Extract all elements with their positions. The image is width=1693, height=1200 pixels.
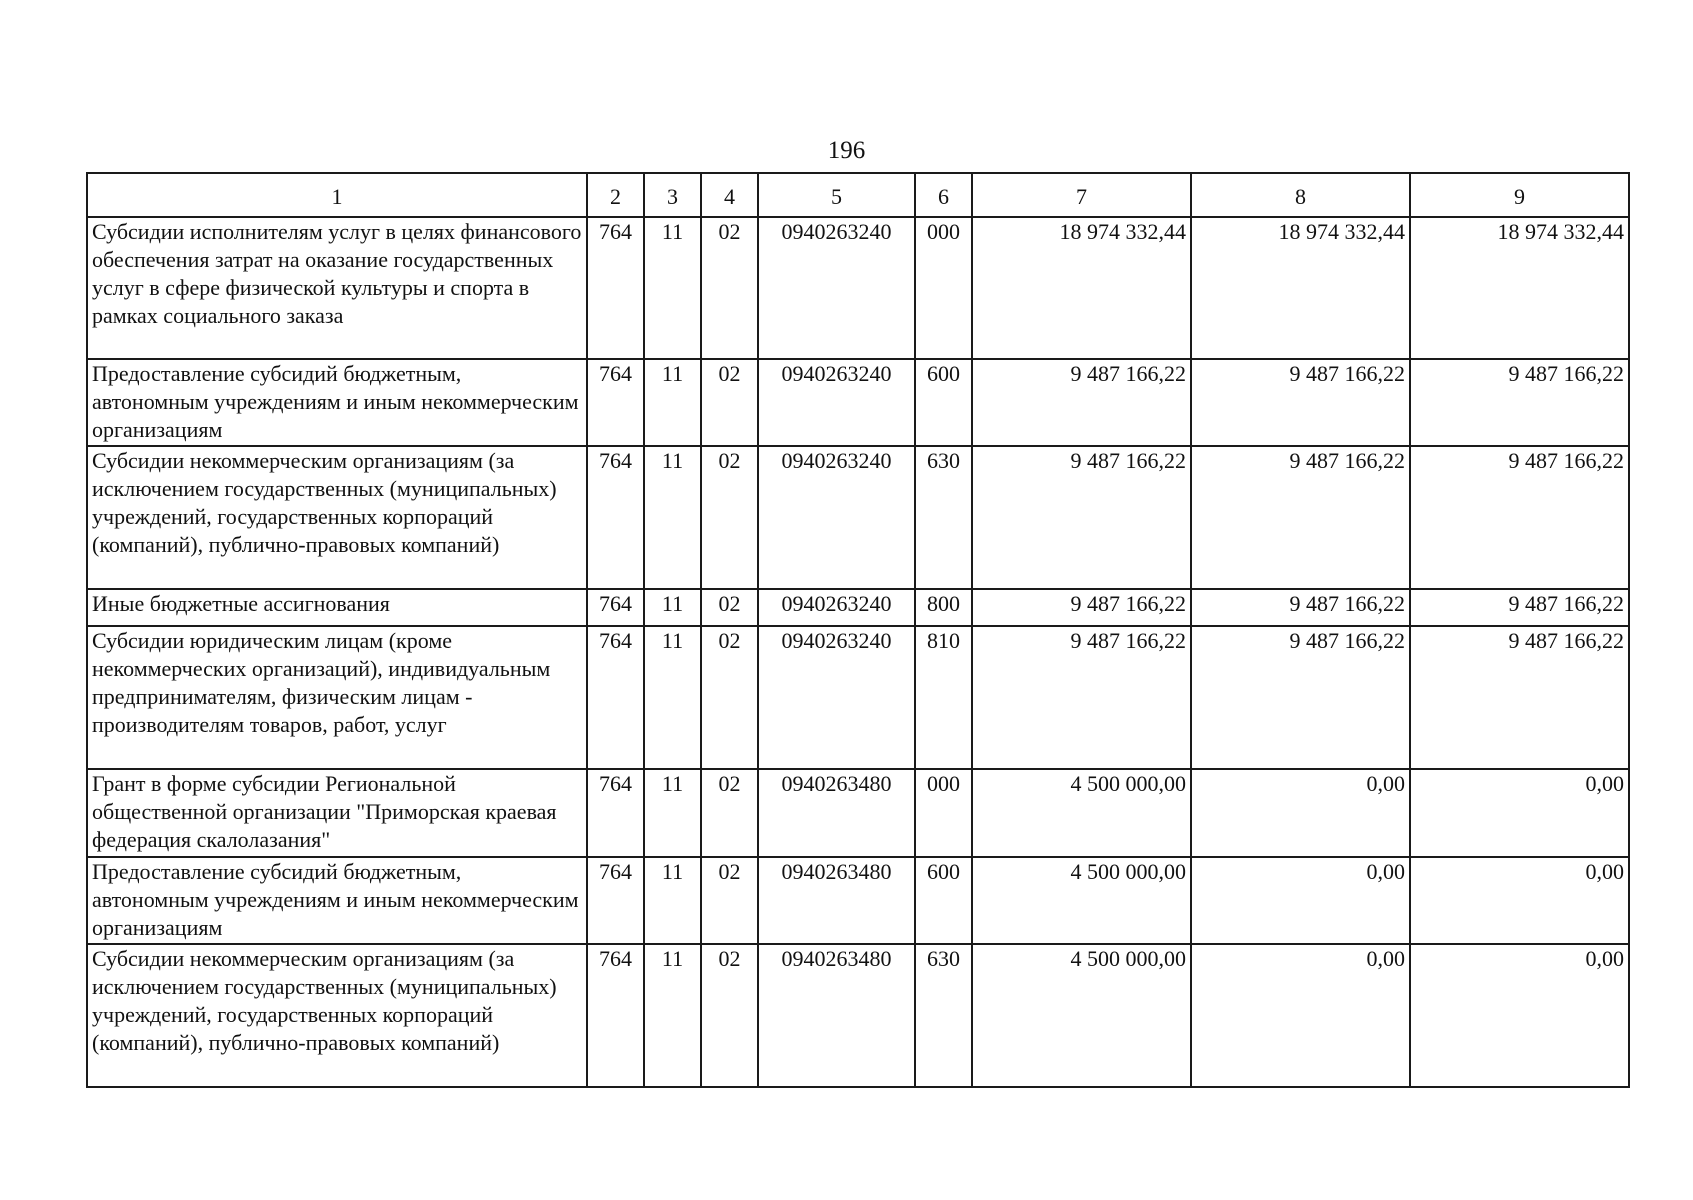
row-amount-7: 4 500 000,00 <box>972 944 1191 1087</box>
header-col-4: 4 <box>701 173 758 217</box>
row-code-3: 11 <box>644 626 701 769</box>
row-code-4: 02 <box>701 217 758 359</box>
table-header-row <box>87 173 1629 217</box>
row-code-3: 11 <box>644 857 701 944</box>
table-row <box>87 769 1629 857</box>
row-amount-9: 9 487 166,22 <box>1410 359 1629 446</box>
row-code-5: 0940263240 <box>758 217 915 359</box>
row-amount-7: 9 487 166,22 <box>972 446 1191 589</box>
budget-table <box>86 172 1630 1088</box>
row-code-2: 764 <box>587 359 644 446</box>
row-code-6: 630 <box>915 944 972 1087</box>
table-row <box>87 589 1629 626</box>
row-code-4: 02 <box>701 359 758 446</box>
row-amount-7: 18 974 332,44 <box>972 217 1191 359</box>
row-amount-7: 9 487 166,22 <box>972 589 1191 626</box>
row-amount-9: 0,00 <box>1410 857 1629 944</box>
row-description: Субсидии некоммерческим организациям (за исключением государственных (муниципальных) учреждений, государственных корпораций (компаний), публично-правовых компаний) <box>87 944 587 1087</box>
row-amount-8: 0,00 <box>1191 769 1410 857</box>
row-code-6: 630 <box>915 446 972 589</box>
row-amount-8: 9 487 166,22 <box>1191 359 1410 446</box>
row-amount-8: 9 487 166,22 <box>1191 446 1410 589</box>
row-code-2: 764 <box>587 769 644 857</box>
row-code-6: 000 <box>915 217 972 359</box>
table-row <box>87 857 1629 944</box>
table-row <box>87 626 1629 769</box>
row-code-3: 11 <box>644 944 701 1087</box>
header-col-1: 1 <box>87 173 587 217</box>
row-code-4: 02 <box>701 589 758 626</box>
row-description: Предоставление субсидий бюджетным, автономным учреждениям и иным некоммерческим организациям <box>87 359 587 446</box>
row-code-2: 764 <box>587 944 644 1087</box>
row-description: Грант в форме субсидии Региональной общественной организации "Приморская краевая федерация скалолазания" <box>87 769 587 857</box>
row-code-5: 0940263240 <box>758 446 915 589</box>
table-row <box>87 944 1629 1087</box>
row-code-5: 0940263480 <box>758 857 915 944</box>
row-code-5: 0940263480 <box>758 944 915 1087</box>
header-col-2: 2 <box>587 173 644 217</box>
row-code-6: 810 <box>915 626 972 769</box>
table-row <box>87 217 1629 359</box>
row-code-3: 11 <box>644 446 701 589</box>
row-description: Предоставление субсидий бюджетным, автономным учреждениям и иным некоммерческим организациям <box>87 857 587 944</box>
header-col-9: 9 <box>1410 173 1629 217</box>
row-amount-8: 18 974 332,44 <box>1191 217 1410 359</box>
row-amount-9: 9 487 166,22 <box>1410 626 1629 769</box>
row-amount-7: 4 500 000,00 <box>972 857 1191 944</box>
row-code-3: 11 <box>644 359 701 446</box>
row-code-4: 02 <box>701 857 758 944</box>
row-code-2: 764 <box>587 589 644 626</box>
row-description: Субсидии юридическим лицам (кроме некоммерческих организаций), индивидуальным предпринимателям, физическим лицам - производителям товаров, работ, услуг <box>87 626 587 769</box>
page-number: 196 <box>827 137 866 164</box>
header-col-6: 6 <box>915 173 972 217</box>
row-amount-8: 9 487 166,22 <box>1191 626 1410 769</box>
row-code-2: 764 <box>587 626 644 769</box>
row-code-4: 02 <box>701 769 758 857</box>
row-code-6: 600 <box>915 857 972 944</box>
row-code-2: 764 <box>587 217 644 359</box>
row-code-5: 0940263240 <box>758 626 915 769</box>
row-amount-9: 9 487 166,22 <box>1410 589 1629 626</box>
row-amount-7: 9 487 166,22 <box>972 626 1191 769</box>
row-amount-9: 9 487 166,22 <box>1410 446 1629 589</box>
row-code-5: 0940263240 <box>758 589 915 626</box>
row-amount-8: 9 487 166,22 <box>1191 589 1410 626</box>
row-code-5: 0940263240 <box>758 359 915 446</box>
row-description: Иные бюджетные ассигнования <box>87 589 587 626</box>
row-amount-9: 18 974 332,44 <box>1410 217 1629 359</box>
row-description: Субсидии исполнителям услуг в целях финансового обеспечения затрат на оказание государственных услуг в сфере физической культуры и спорта в рамках социального заказа <box>87 217 587 359</box>
row-code-3: 11 <box>644 217 701 359</box>
row-code-6: 600 <box>915 359 972 446</box>
row-description: Субсидии некоммерческим организациям (за исключением государственных (муниципальных) учреждений, государственных корпораций (компаний), публично-правовых компаний) <box>87 446 587 589</box>
row-code-2: 764 <box>587 857 644 944</box>
row-amount-7: 4 500 000,00 <box>972 769 1191 857</box>
header-col-3: 3 <box>644 173 701 217</box>
row-amount-8: 0,00 <box>1191 944 1410 1087</box>
header-col-7: 7 <box>972 173 1191 217</box>
row-code-3: 11 <box>644 769 701 857</box>
table-row <box>87 446 1629 589</box>
row-code-6: 000 <box>915 769 972 857</box>
header-col-5: 5 <box>758 173 915 217</box>
row-code-4: 02 <box>701 446 758 589</box>
row-amount-9: 0,00 <box>1410 769 1629 857</box>
row-code-2: 764 <box>587 446 644 589</box>
row-amount-9: 0,00 <box>1410 944 1629 1087</box>
row-amount-8: 0,00 <box>1191 857 1410 944</box>
row-code-5: 0940263480 <box>758 769 915 857</box>
row-code-6: 800 <box>915 589 972 626</box>
row-code-4: 02 <box>701 944 758 1087</box>
table-row <box>87 359 1629 446</box>
header-col-8: 8 <box>1191 173 1410 217</box>
row-code-4: 02 <box>701 626 758 769</box>
row-amount-7: 9 487 166,22 <box>972 359 1191 446</box>
row-code-3: 11 <box>644 589 701 626</box>
